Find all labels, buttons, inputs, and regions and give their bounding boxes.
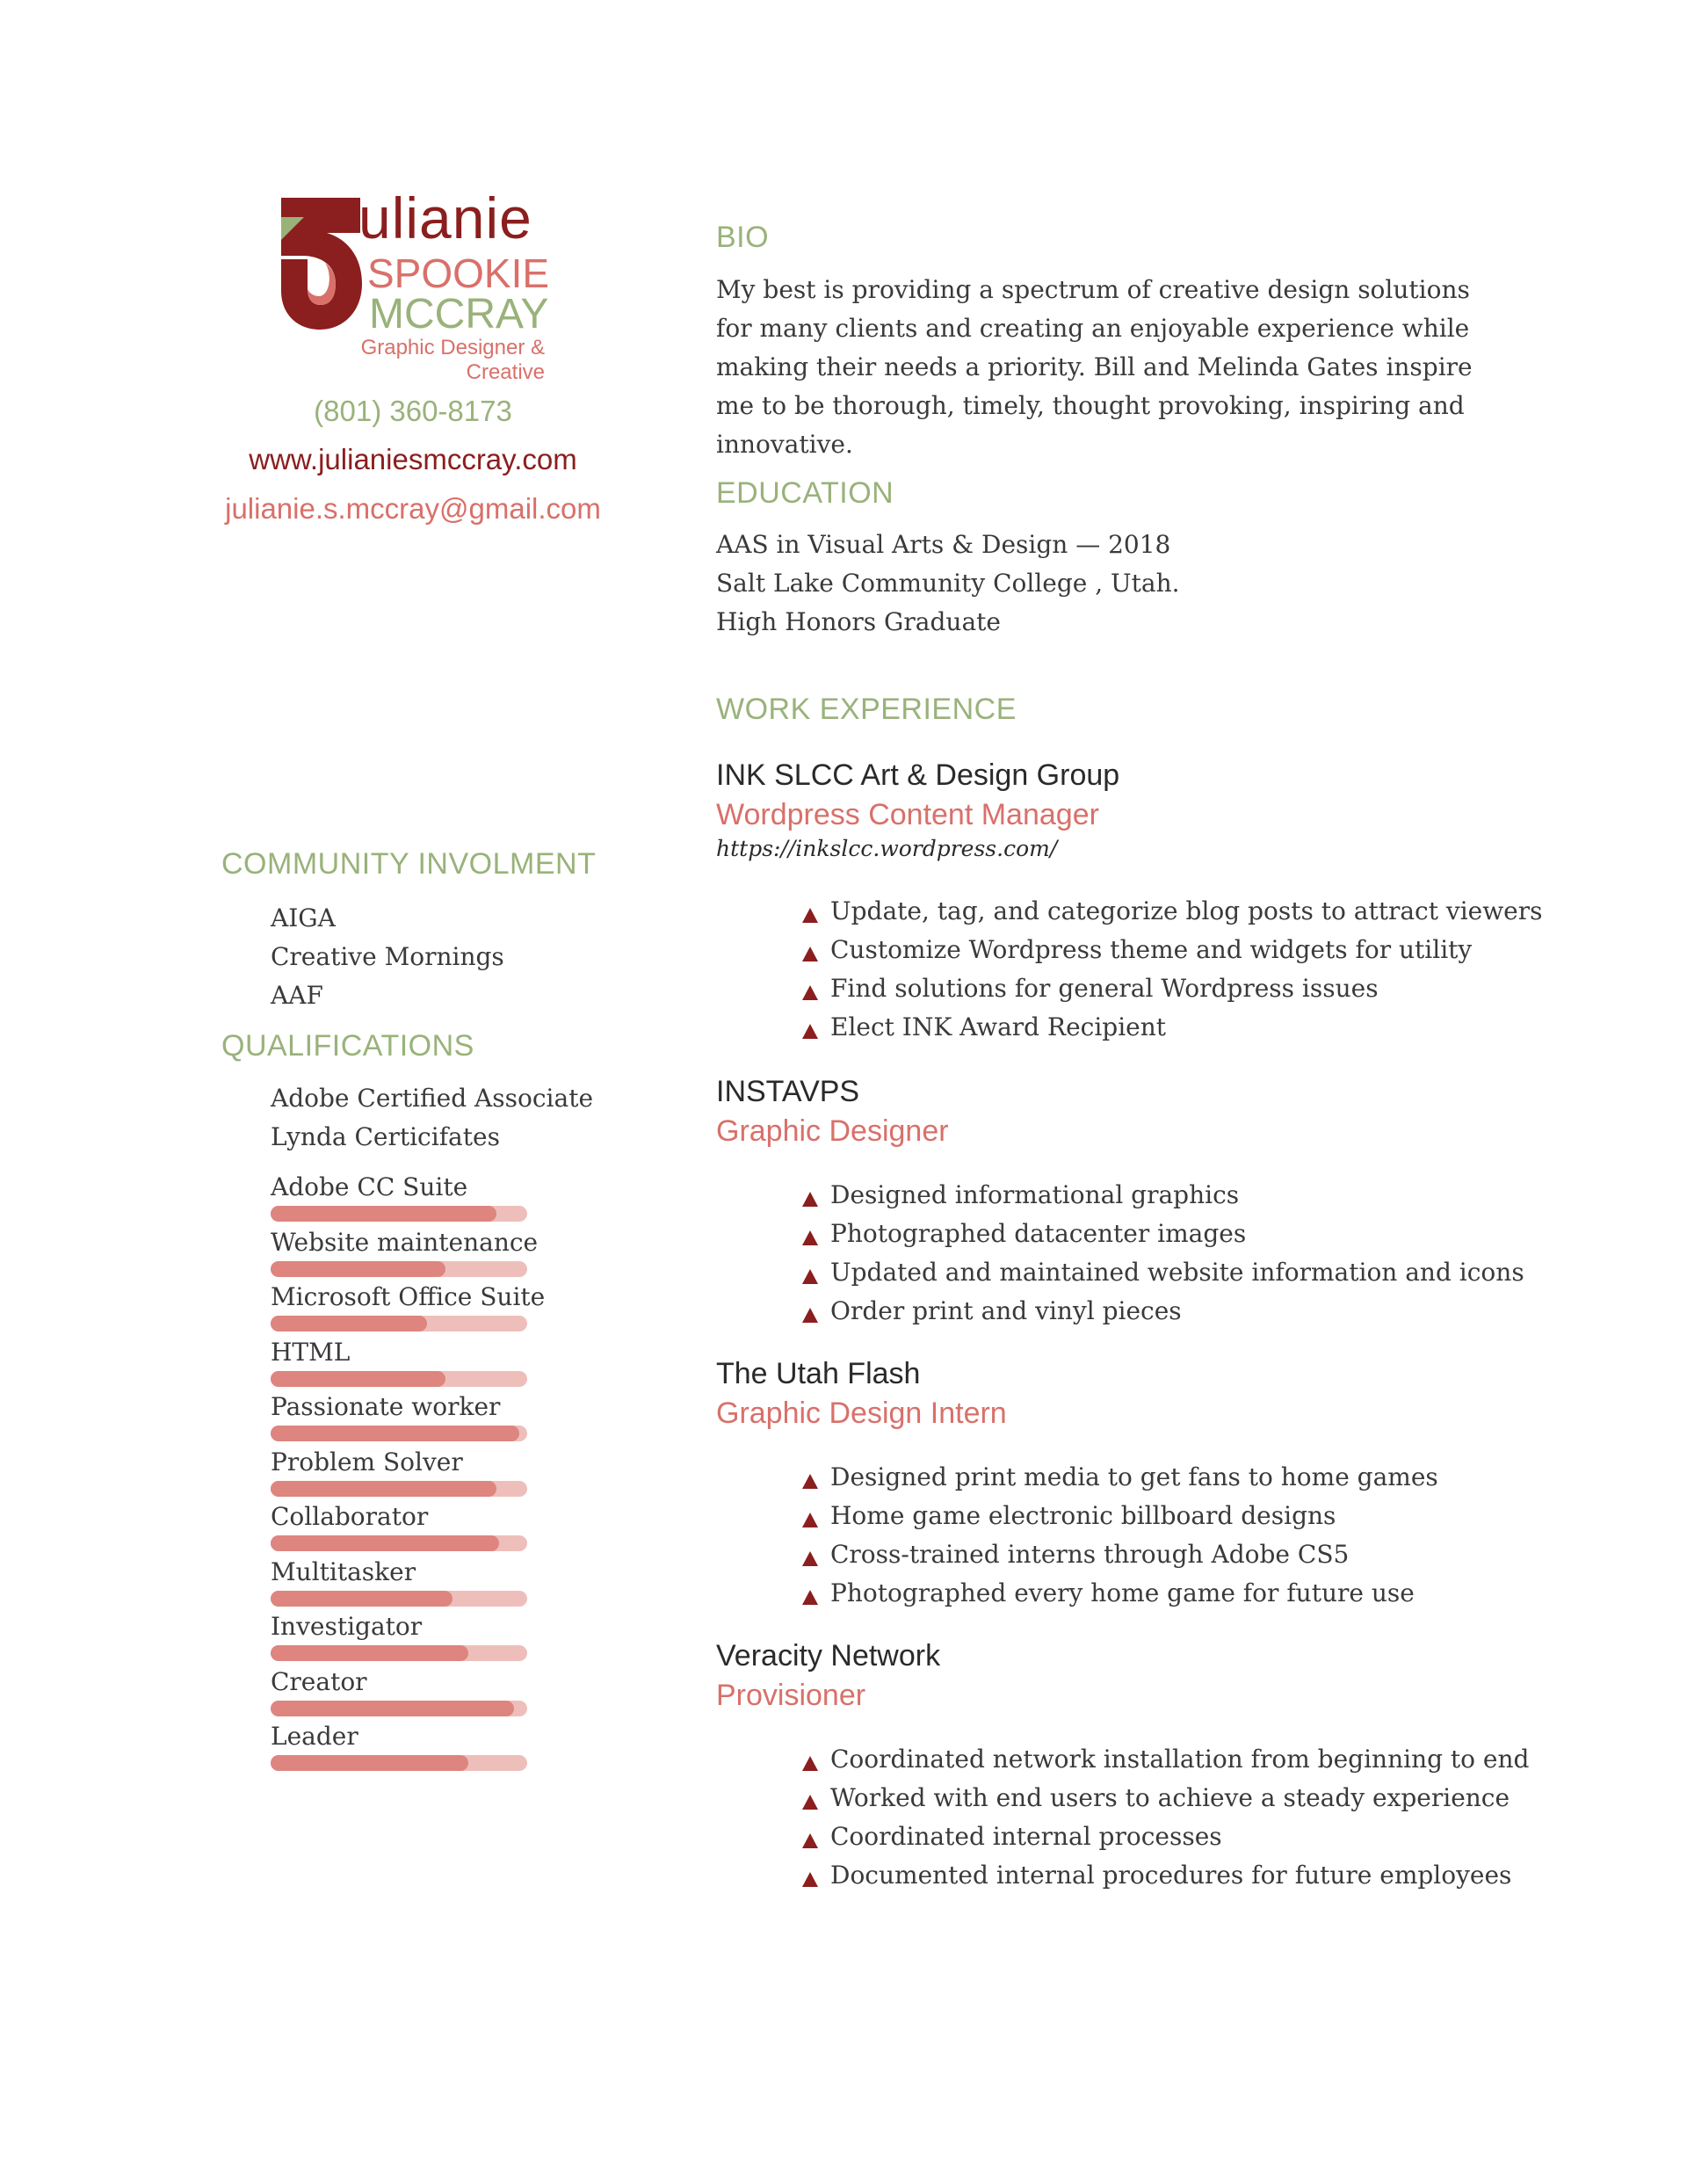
skill-label: Website maintenance <box>271 1227 539 1257</box>
skill-label: Leader <box>271 1722 358 1751</box>
job-entry <box>716 1354 1507 1607</box>
skill-item <box>271 1391 527 1447</box>
skill-bar-fill <box>271 1701 514 1716</box>
logo <box>281 185 550 384</box>
skill-bar-fill <box>271 1261 445 1277</box>
duty-item <box>802 1458 1438 1497</box>
email-link[interactable]: julianie.s.mccray@gmail.com <box>225 492 601 525</box>
skill-item <box>271 1227 539 1282</box>
duty-text: Photographed every home game for future use <box>830 1578 1415 1607</box>
job-company: INSTAVPS <box>716 1075 860 1108</box>
job-title: Graphic Design Intern <box>716 1397 1007 1430</box>
duty-text: Customize Wordpress theme and widgets for utility <box>830 935 1473 964</box>
triangle-bullet-icon <box>802 1308 818 1323</box>
job-entry <box>716 1072 1524 1325</box>
qualification-item: Lynda Certicifates <box>271 1122 500 1151</box>
triangle-bullet-icon <box>802 1230 818 1245</box>
bio-heading: BIO <box>716 221 770 254</box>
education-heading: EDUCATION <box>716 476 894 510</box>
triangle-bullet-icon <box>802 1833 818 1848</box>
skill-bar <box>271 1645 527 1661</box>
skill-item <box>271 1337 527 1392</box>
community-heading: COMMUNITY INVOLMENT <box>221 847 597 881</box>
skill-bar-fill <box>271 1755 468 1771</box>
duty-text: Designed print media to get fans to home games <box>830 1462 1438 1491</box>
job-duties <box>802 1458 1438 1613</box>
skill-item <box>271 1721 527 1776</box>
triangle-bullet-icon <box>802 1513 818 1527</box>
skill-item <box>271 1666 527 1722</box>
community-list <box>271 899 504 1015</box>
qualifications-heading: QUALIFICATIONS <box>221 1029 474 1063</box>
skill-bar <box>271 1316 527 1331</box>
skill-bar <box>271 1535 527 1551</box>
job-url-link[interactable]: https://inkslcc.wordpress.com/ <box>716 836 1058 861</box>
duty-item <box>802 1497 1438 1535</box>
duty-item <box>802 1215 1524 1253</box>
triangle-bullet-icon <box>802 1474 818 1489</box>
education-line: AAS in Visual Arts & Design — 2018 <box>716 530 1171 559</box>
skills-list <box>271 1172 546 1776</box>
skill-item <box>271 1611 527 1666</box>
triangle-bullet-icon <box>802 1795 818 1810</box>
skill-bar-fill <box>271 1206 496 1222</box>
duty-item <box>802 1176 1524 1215</box>
duty-item <box>802 1779 1529 1818</box>
duty-item <box>802 1818 1529 1856</box>
duty-text: Photographed datacenter images <box>830 1219 1247 1248</box>
skill-label: Collaborator <box>271 1502 429 1531</box>
duty-text: Coordinated internal processes <box>830 1822 1222 1851</box>
skill-item <box>271 1172 527 1227</box>
job-title: Provisioner <box>716 1679 866 1712</box>
duty-item <box>802 1292 1524 1331</box>
job-title: Graphic Designer <box>716 1114 949 1148</box>
skill-label: Multitasker <box>271 1556 416 1586</box>
qualification-item: Adobe Certified Associate <box>271 1084 594 1113</box>
triangle-bullet-icon <box>802 1551 818 1566</box>
skill-bar <box>271 1371 527 1387</box>
duty-item <box>802 892 1543 931</box>
skill-bar-fill <box>271 1426 519 1441</box>
skill-label: Creator <box>271 1666 367 1696</box>
community-item: AIGA <box>271 903 336 932</box>
triangle-bullet-icon <box>802 1756 818 1771</box>
education-line: High Honors Graduate <box>716 607 1001 636</box>
triangle-bullet-icon <box>802 1590 818 1605</box>
job-entry <box>716 1636 1530 1890</box>
duty-text: Coordinated network installation from beginning to end <box>830 1745 1530 1774</box>
education-line: Salt Lake Community College , Utah. <box>716 569 1180 598</box>
logo-tagline: Graphic Designer & Creative <box>360 336 545 384</box>
job-title: Wordpress Content Manager <box>716 798 1099 831</box>
community-item: Creative Mornings <box>271 942 504 971</box>
skill-bar <box>271 1206 527 1222</box>
logo-first-name: ulianie <box>358 185 532 250</box>
duty-item <box>802 1574 1438 1613</box>
skill-bar-fill <box>271 1645 468 1661</box>
skill-bar-fill <box>271 1481 496 1497</box>
skill-item <box>271 1501 527 1556</box>
job-duties <box>802 892 1543 1047</box>
skill-item <box>271 1556 527 1612</box>
triangle-bullet-icon <box>802 985 818 1000</box>
duty-text: Cross-trained interns through Adobe CS5 <box>830 1540 1350 1569</box>
qualifications-list <box>271 1079 593 1157</box>
skill-label: Problem Solver <box>271 1447 463 1477</box>
duty-text: Designed informational graphics <box>830 1180 1240 1209</box>
logo-last-name: MCCRAY <box>369 291 549 337</box>
skill-bar-fill <box>271 1316 427 1331</box>
duty-item <box>802 1535 1438 1574</box>
job-entry <box>716 756 1543 1041</box>
phone-number[interactable]: (801) 360-8173 <box>314 395 512 427</box>
triangle-bullet-icon <box>802 1192 818 1207</box>
duty-item <box>802 1740 1529 1779</box>
duty-text: Home game electronic billboard designs <box>830 1501 1336 1530</box>
skill-label: Adobe CC Suite <box>271 1172 468 1201</box>
skill-item <box>271 1447 527 1502</box>
triangle-bullet-icon <box>802 947 818 961</box>
duty-text: Order print and vinyl pieces <box>830 1296 1182 1325</box>
triangle-bullet-icon <box>802 1269 818 1284</box>
skill-bar <box>271 1426 527 1441</box>
logo-middle-name: SPOOKIE <box>367 250 550 296</box>
website-link[interactable]: www.julianiesmccray.com <box>249 443 577 475</box>
skill-bar <box>271 1481 527 1497</box>
duty-text: Worked with end users to achieve a steady experience <box>830 1783 1510 1812</box>
job-company: The Utah Flash <box>716 1357 921 1390</box>
job-company: INK SLCC Art & Design Group <box>716 758 1120 792</box>
skill-bar-fill <box>271 1591 453 1607</box>
job-company: Veracity Network <box>716 1639 941 1672</box>
work-experience-heading: WORK EXPERIENCE <box>716 693 1017 726</box>
triangle-bullet-icon <box>802 1024 818 1039</box>
duty-item <box>802 1253 1524 1292</box>
skill-label: Microsoft Office Suite <box>271 1282 546 1311</box>
skill-bar-fill <box>271 1371 445 1387</box>
job-duties <box>802 1740 1529 1895</box>
skill-bar <box>271 1701 527 1716</box>
skill-bar-fill <box>271 1535 499 1551</box>
skill-item <box>271 1281 546 1337</box>
skill-label: Investigator <box>271 1612 423 1641</box>
duty-item <box>802 969 1543 1008</box>
community-item: AAF <box>271 981 323 1010</box>
duty-text: Find solutions for general Wordpress issues <box>830 974 1379 1003</box>
triangle-bullet-icon <box>802 1872 818 1887</box>
skill-bar <box>271 1591 527 1607</box>
duty-text: Documented internal procedures for future employees <box>830 1861 1512 1890</box>
skill-bar <box>271 1261 527 1277</box>
duty-text: Updated and maintained website information and icons <box>830 1258 1524 1287</box>
monogram-logo-icon <box>281 198 365 330</box>
duty-text: Update, tag, and categorize blog posts to attract viewers <box>830 896 1543 925</box>
job-duties <box>802 1176 1524 1331</box>
skill-bar <box>271 1755 527 1771</box>
bio-text: My best is providing a spectrum of creative design solutions for many clients and creating an enjoyable experience while making their needs a priority. Bill and Melinda Gates inspire me to be thorough, timely, thought provoking, inspiring and innovative. <box>716 275 1473 459</box>
triangle-bullet-icon <box>802 908 818 923</box>
duty-text: Elect INK Award Recipient <box>830 1012 1167 1041</box>
duty-item <box>802 1008 1543 1047</box>
duty-item <box>802 931 1543 969</box>
duty-item <box>802 1856 1529 1895</box>
education-list <box>716 526 1180 642</box>
skill-label: Passionate worker <box>271 1392 501 1421</box>
skill-label: HTML <box>271 1337 351 1367</box>
